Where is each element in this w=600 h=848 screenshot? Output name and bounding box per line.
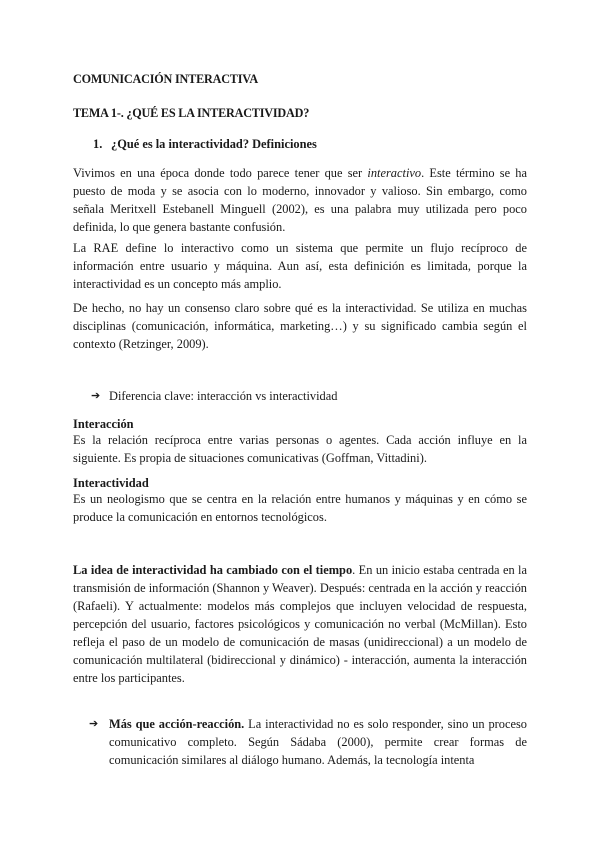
- paragraph-intro: [73, 164, 527, 236]
- paragraph-evolucion-bold: La idea de interactividad ha cambiado con el tiempo: [73, 563, 353, 577]
- paragraph-consenso: De hecho, no hay un consenso claro sobre qué es la interactividad. Se utiliza en muchas disciplinas (comunicación, informática, marketing…) y su significado cambia según el contexto (Retzinger, 2009).: [73, 301, 527, 351]
- paragraph-intro-italic: interactivo: [367, 166, 422, 180]
- section-heading: [93, 135, 513, 153]
- interactividad-heading: Interactividad: [73, 476, 149, 490]
- bullet-accion-reaccion-bold: Más que acción-reacción.: [109, 717, 245, 731]
- section-heading-text: ¿Qué es la interactividad? Definiciones: [111, 137, 317, 151]
- tema-heading: TEMA 1-. ¿QUÉ ES LA INTERACTIVIDAD?: [73, 106, 310, 120]
- bullet-accion-reaccion-text: [91, 715, 527, 769]
- interaccion-heading: Interacción: [73, 417, 134, 431]
- interaccion-text: Es la relación recíproca entre varias personas o agentes. Cada acción influye en la siguiente. Es propia de situaciones comunicativas (Goffman, Vittadini).: [73, 433, 527, 465]
- paragraph-intro-text-b: . Este término se ha puesto de moda y se asocia con lo moderno, innovador y valioso. Sin embargo, como señala Meritxell Estebanell Minguell (2002), es una palabra muy utilizada pero poco definida, lo que genera bastante confusión.: [73, 166, 527, 234]
- bullet-accion-reaccion: [91, 715, 527, 769]
- paragraph-intro-text-a: Vivimos en una época donde todo parece tener que ser: [73, 166, 368, 180]
- arrow-bullet-icon: ➔: [91, 390, 101, 402]
- interactividad-text: Es un neologismo que se centra en la relación entre humanos y máquinas y en cómo se produce la comunicación en entornos tecnológicos.: [73, 492, 527, 524]
- bullet-diferencia-text: Diferencia clave: interacción vs interactividad: [109, 389, 338, 403]
- bullet-diferencia: [93, 387, 527, 405]
- paragraph-rae: La RAE define lo interactivo como un sistema que permite un flujo recíproco de información entre usuario y máquina. Aun así, esta definición es limitada, porque la interactividad es un concepto más amplio.: [73, 241, 527, 291]
- document-title: COMUNICACIÓN INTERACTIVA: [73, 72, 258, 86]
- paragraph-evolucion: [73, 561, 527, 687]
- bullet-accion-reaccion-rest: La interactividad no es solo responder, sino un proceso comunicativo completo. Según Sádaba (2000), permite crear formas de comunicación similares al diálogo humano. Además, la tecnología intenta: [109, 717, 528, 767]
- section-number: 1.: [93, 137, 103, 151]
- paragraph-evolucion-text: . En un inicio estaba centrada en la transmisión de información (Shannon y Weaver). Después: centrada en la acción y reacción (Rafaeli). Y actualmente: modelos más complejos que incluyen velocidad de respuesta, percepción del usuario, factores psicológicos y comunicación no verbal (McMillan). Esto refleja el paso de un modelo de comunicación de masas (unidireccional) a un modelo de comunicación multilateral (bidireccional y dinámico) - interacción, aumenta la interacción entre los participantes.: [73, 563, 527, 685]
- arrow-bullet-icon: ➔: [89, 718, 99, 730]
